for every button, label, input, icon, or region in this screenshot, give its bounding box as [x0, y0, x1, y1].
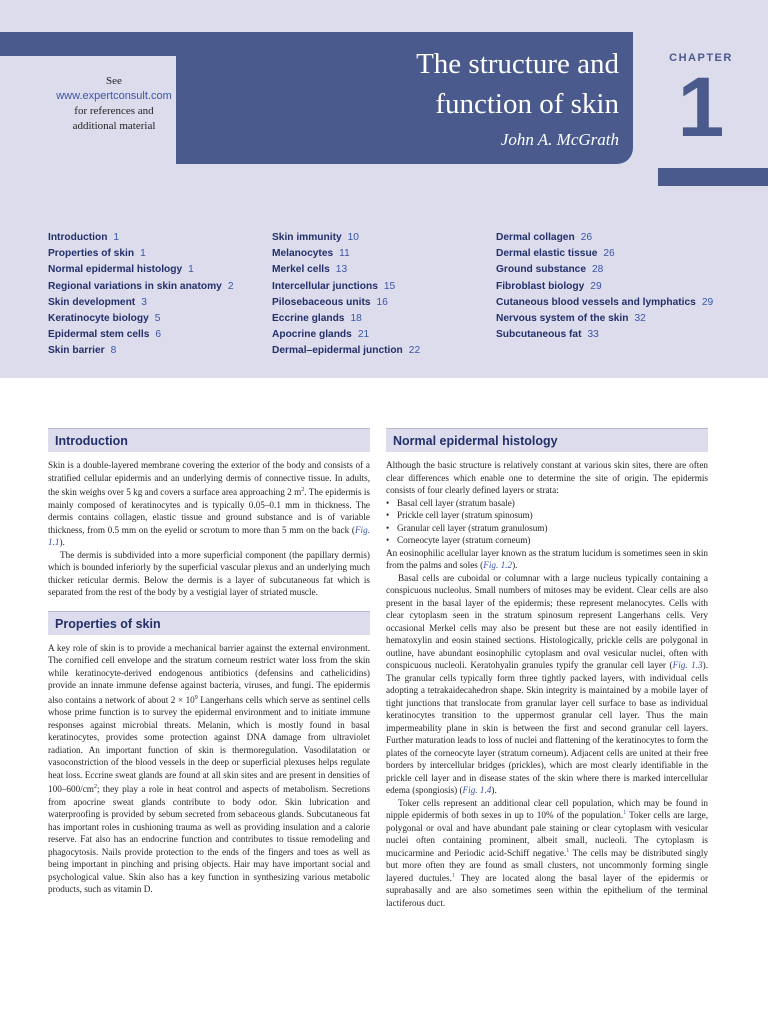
author: John A. McGrath — [500, 130, 619, 149]
toc-label: Melanocytes — [272, 248, 334, 260]
see-line-2: for references and — [74, 105, 154, 117]
chapter-number: 1 — [677, 60, 725, 154]
toc-page: 21 — [357, 329, 370, 341]
toc-label: Eccrine glands — [272, 312, 345, 324]
figure-link[interactable]: Fig. 1.4 — [462, 785, 492, 795]
list-item: • Corneocyte layer (stratum corneum) — [386, 534, 708, 547]
section-heading-properties: Properties of skin — [48, 611, 370, 635]
toc-label: Intercellular junctions — [272, 280, 378, 292]
toc-entry[interactable] — [48, 327, 233, 343]
list-item: • Prickle cell layer (stratum spinosum) — [386, 509, 708, 522]
toc-entry[interactable] — [272, 295, 420, 311]
figure-link[interactable]: Fig. 1.2 — [483, 560, 513, 570]
strata-list — [386, 497, 708, 547]
toc-page: 32 — [634, 312, 646, 324]
toc-entry[interactable] — [48, 279, 233, 295]
toc-entry[interactable] — [272, 230, 420, 246]
toc-entry[interactable] — [272, 279, 420, 295]
section-heading-histology: Normal epidermal histology — [386, 428, 708, 452]
toc-label: Dermal collagen — [496, 232, 575, 243]
left-column — [48, 428, 370, 896]
figure-link[interactable]: Fig. 1.1 — [48, 524, 370, 548]
see-note — [40, 74, 188, 134]
reference-link[interactable]: 1 — [623, 809, 627, 816]
toc-page: 26 — [580, 232, 593, 243]
toc-entry[interactable] — [48, 246, 233, 262]
toc-column-3 — [496, 230, 713, 343]
toc-label: Subcutaneous fat — [496, 329, 582, 341]
title-bar-accent — [0, 32, 176, 56]
list-item: • Basal cell layer (stratum basale) — [386, 497, 708, 510]
toc-entry[interactable] — [496, 327, 713, 343]
right-column — [386, 428, 708, 909]
toc-entry[interactable] — [496, 262, 713, 278]
toc-label: Dermal–epidermal junction — [272, 345, 403, 357]
intro-paragraph-1: Skin is a double-layered membrane covering the exterior of the body and consists of a stratified cellular epidermis and an underlying dermis of connective tissue. In adults, the skin weighs over 5 kg and covers a surface area approaching 2 $m^2$. The epidermis is mainly composed of keratinocytes and is typically 0.05–0.1 mm in thickness. The dermis contains collagen, elastic tissue and ground substance and is of variable thickness, from 0.5 mm on the eyelid or scrotum to more than 5 mm on the back (Fig. 1.1). — [48, 460, 370, 548]
properties-paragraph: A key role of skin is to provide a mechanical barrier against the external environment. The cornified cell envelope and the stratum corneum restrict water loss from the skin while keratinocyte-derived endogenous antibiotics (defensins and cathelicidins) provide an innate immune defense against bacteria, viruses, and fungi. The epidermis also contains a network of about $2 \times 10^9$ Langerhans cells which serve as sentinel cells whose prime function is to survey the epidermal environment and to initiate immune responses against microbial threats. Melanin, which is mostly found in basal keratinocytes, provides some protection against DNA damage from ultraviolet radiation. An important function of skin is thermoregulation. Vasodilatation or vasoconstriction of the blood vessels in the deep or superficial plexuses helps regulate heat loss. Eccrine sweat glands are found at all skin sites and are present in densities of $100-600/cm^2$; they play a role in heat control and aspects of metabolism. Secretions from apocrine sweat glands contribute to body odor. Skin lubrication and waterproofing is provided by sebum secreted from sebaceous glands. Subcutaneous fat has important roles in cushioning trauma as well as providing insulation and a calorie reserve. Fat also has an endocrine function and contributes to tissue remodeling and phagocytosis. Nails provide protection to the ends of the fingers and toes as well as being important in pinching and prising objects. Hair may have important social and psychological value. Skin also has a key function in synthesizing various metabolic products, such as vitamin D. — [48, 642, 370, 895]
toc-entry[interactable] — [272, 327, 420, 343]
toc-page: 29 — [701, 296, 714, 308]
toc-entry[interactable] — [496, 279, 713, 295]
toc-page: 28 — [592, 264, 604, 276]
chapter-bar — [658, 168, 768, 186]
toc-page: 22 — [408, 345, 421, 357]
toc-label: Cutaneous blood vessels and lymphatics — [496, 296, 696, 308]
section-heading-introduction: Introduction — [48, 428, 370, 452]
toc-label: Properties of skin — [48, 248, 135, 260]
toc-page: 1 — [140, 248, 146, 260]
toc-page: 13 — [335, 264, 348, 276]
toc-label: Pilosebaceous units — [272, 296, 371, 308]
toc-page: 26 — [603, 248, 615, 260]
chapter-label: CHAPTER — [669, 52, 733, 64]
list-item: • Granular cell layer (stratum granulosum) — [386, 522, 708, 535]
toc-label: Nervous system of the skin — [496, 312, 629, 324]
histology-paragraph-4: Toker cells represent an additional clear cell population, which may be found in nipple epidermis of both sexes in up to 10% of the population.$^1$ Toker cells are large, polygonal or oval and have abundant pale staining or clear cytoplasm with vesicular nuclei often containing prominent, albeit small, nucleoli. The cytoplasm is mucicarmine and Periodic acid-Schiff negative.$^1$ The cells may be distributed singly but more often they are found as small clusters, not uncommonly forming single layered ductules.$^1$ They are located along the basal layer of the epidermis or suprabasally and are also sometimes seen within the epithelium of the terminal lactiferous duct. — [386, 797, 709, 908]
toc-label: Skin barrier — [48, 345, 105, 357]
toc-entry[interactable] — [48, 343, 233, 359]
toc-column-2 — [272, 230, 420, 360]
toc-label: Dermal elastic tissue — [496, 248, 598, 260]
histology-paragraph-2: An eosinophilic acellular layer known as the stratum lucidum is sometimes seen in skin from the palms and soles (Fig. 1.2). — [386, 547, 708, 570]
toc-page: 10 — [347, 232, 359, 243]
toc-label: Merkel cells — [272, 264, 330, 276]
reference-link[interactable]: 1 — [451, 872, 455, 879]
toc-label: Keratinocyte biology — [48, 312, 149, 324]
toc-page: 18 — [350, 312, 362, 324]
toc-entry[interactable] — [48, 262, 233, 278]
toc-column-1 — [48, 230, 233, 360]
toc-entry[interactable] — [272, 246, 420, 262]
toc-page: 33 — [587, 329, 599, 341]
toc-label: Ground substance — [496, 264, 587, 276]
toc-entry[interactable] — [496, 295, 713, 311]
toc-page: 5 — [154, 312, 161, 324]
toc-page: 29 — [590, 280, 602, 292]
toc-page: 2 — [227, 280, 234, 292]
toc-label: Introduction — [48, 232, 108, 243]
title-line-2: function of skin — [435, 88, 619, 120]
toc-entry[interactable] — [48, 295, 233, 311]
toc-entry[interactable] — [272, 343, 420, 359]
toc-page: 15 — [383, 280, 396, 292]
toc-page: 1 — [188, 264, 194, 276]
toc-entry[interactable] — [48, 230, 233, 246]
toc-page: 6 — [155, 329, 162, 341]
toc-label: Fibroblast biology — [496, 280, 585, 292]
chapter-title — [199, 44, 619, 124]
toc-page: 1 — [113, 232, 120, 243]
toc-label: Regional variations in skin anatomy — [48, 280, 222, 292]
expertconsult-link[interactable]: www.expertconsult.com — [56, 90, 172, 102]
toc-entry[interactable] — [48, 311, 233, 327]
title-line-1: The structure and — [416, 48, 619, 80]
see-label: See — [106, 75, 122, 87]
toc-page: 3 — [141, 296, 147, 308]
toc-entry[interactable] — [272, 311, 420, 327]
toc-entry[interactable] — [272, 262, 420, 278]
toc-label: Apocrine glands — [272, 329, 352, 341]
toc-page: 8 — [110, 345, 117, 357]
toc-page: 11 — [339, 248, 350, 260]
figure-link[interactable]: Fig. 1.3 — [672, 660, 703, 670]
histology-paragraph-1: Although the basic structure is relatively constant at various skin sites, there are often clear differences which enable one to determine the site of origin. The epidermis consists of four clearly defined layers or strata: — [386, 460, 708, 495]
toc-entry[interactable] — [496, 246, 713, 262]
toc-label: Epidermal stem cells — [48, 329, 150, 341]
see-line-3: additional material — [72, 120, 156, 132]
title-box — [176, 32, 633, 164]
reference-link[interactable]: 1 — [566, 847, 570, 854]
toc-entry[interactable] — [496, 311, 713, 327]
toc-page: 16 — [376, 296, 388, 308]
histology-paragraph-3: Basal cells are cuboidal or columnar with a large nucleus typically containing a conspicuous nucleolus. Small numbers of mitoses may be evident. Clear cells are also present in the basal layer of the epidermis; these represent melanocytes. Cells with clear cytoplasm seen in the stratum spinosum represent Langerhans cells. Very occasional Merkel cells may also be present but these are not easily identified in hematoxylin and eosin stained sections. Histologically, prickle cells are polygonal in outline, have abundant eosinophilic cytoplasm and oval vesicular nuclei, often with conspicuous nucleoli. Keratohyalin granules typify the granular cell layer (Fig. 1.3). The granular cells typically form three tightly packed layers, with individual cells adopting a tetrakaidecahedron shape. Skin integrity is maintained by a mobile layer of tight junctions that translocate from granular layer cell surface to base as individual keratinocytes transition to the uppermost granular cell layer. Thus the main impermeability plane in skin is between the first and second granular cell layers. Further maturation leads to loss of nuclei and flattening of the keratinocytes to form the plates of the corneocyte layer (stratum corneum). Adjacent cells are united at their free borders by intercellular bridges (prickles), which are most clearly identifiable in the prickle cell layer and in disease states of the skin where there is marked intercellular edema (spongiosis) (Fig. 1.4). — [386, 572, 709, 795]
toc-label: Skin immunity — [272, 232, 342, 243]
toc-label: Normal epidermal histology — [48, 264, 183, 276]
intro-paragraph-2: The dermis is subdivided into a more superficial component (the papillary dermis) which is bounded inferiorly by the superficial vascular plexus and an underlying much thicker reticular dermis. Below the dermis is a layer of subcutaneous fat which is separated from the rest of the body by a vestigial layer of striated muscle. — [48, 549, 370, 598]
toc-label: Skin development — [48, 296, 136, 308]
toc-entry[interactable] — [496, 230, 713, 246]
